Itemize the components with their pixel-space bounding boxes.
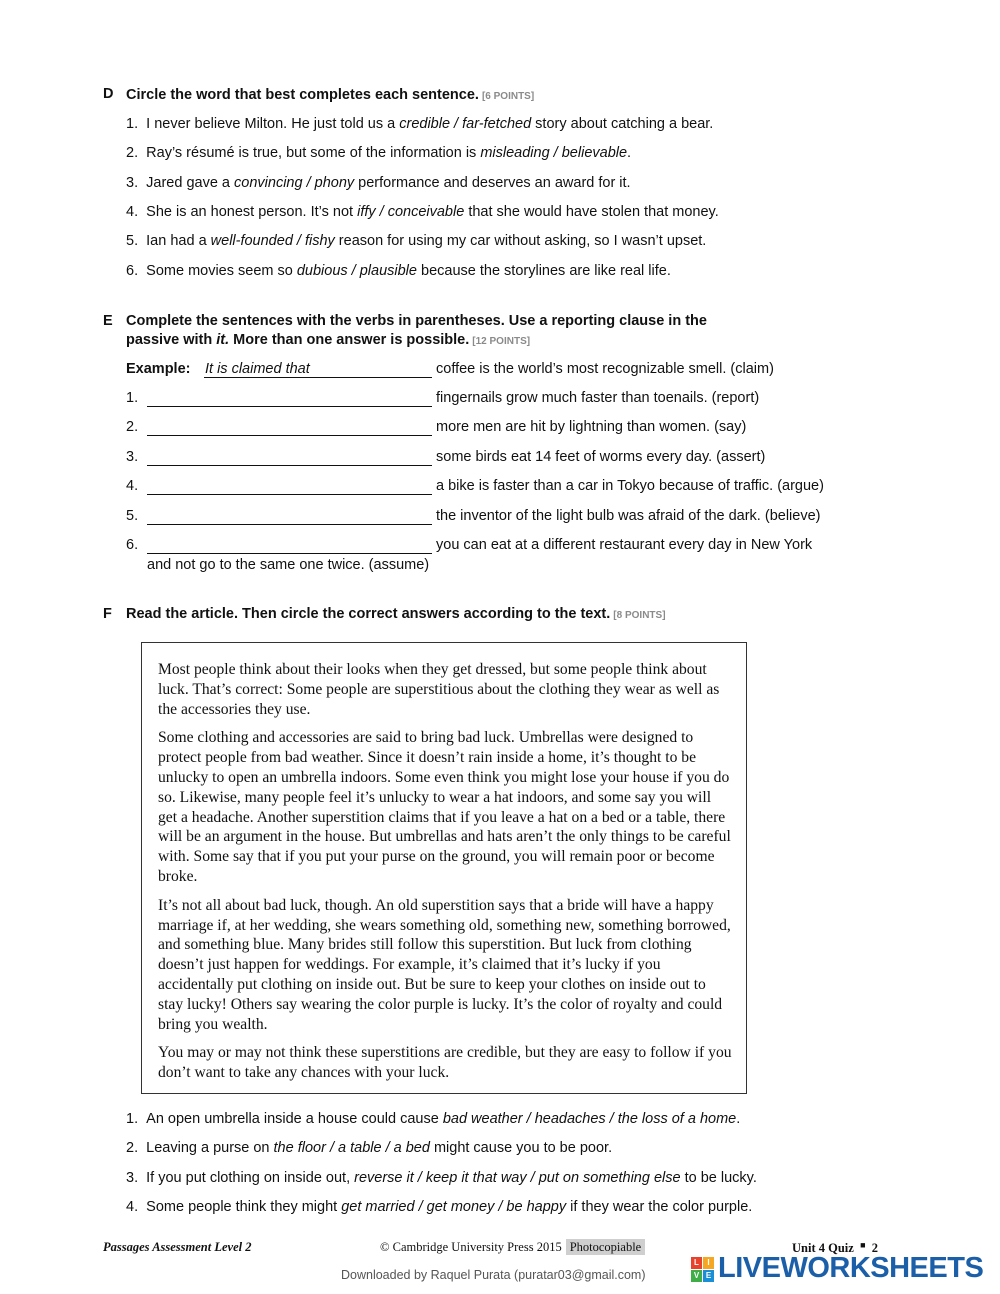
section-f-question-1	[126, 1111, 740, 1127]
liveworksheets-brand[interactable]: LIVEWORKSHEETS	[718, 1252, 984, 1284]
item-number: 1.	[126, 116, 139, 132]
section-e-letter: E	[103, 313, 113, 329]
item-text: to be lucky.	[680, 1170, 757, 1186]
liveworksheets-logo-icon	[691, 1257, 715, 1283]
item-text: because the storylines are like real life.	[416, 263, 671, 279]
item-number: 3.	[126, 1170, 139, 1186]
article-paragraph: Some clothing and accessories are said to bring bad luck. Umbrellas were designed to protect people from bad weather. Since it doesn’t rain inside a home, it’s thought to be unlucky to open an umbrella indoors. Some even think you might lose your house if you do so. Likewise, many people feel it’s unlucky to wear a hat indoors, and some say you will get a headache. Another superstition claims that if you leave a hat on a bed or a table, there will be an argument in the house. But umbrellas and hats aren’t the only things to be careful with. Some say that if you put your purse on the ground, you will remain poor or become broke.	[158, 729, 731, 885]
answer-blank-4[interactable]	[147, 494, 432, 495]
footer-copyright	[380, 1240, 645, 1255]
item-number: 6.	[126, 263, 139, 279]
section-d-heading	[126, 85, 534, 107]
item-number: 2.	[126, 145, 139, 161]
section-e-heading-line1: Complete the sentences with the verbs in parentheses. Use a reporting clause in the	[126, 313, 707, 329]
item-text: Ian had a	[146, 233, 211, 249]
section-e-points: [12 POINTS]	[472, 336, 531, 347]
section-d-item-5	[126, 233, 706, 249]
logo-block-icon: L	[691, 1257, 702, 1269]
section-d-letter: D	[103, 86, 114, 102]
example-blank-line	[204, 377, 432, 378]
word-choice[interactable]: credible / far-fetched	[399, 116, 532, 132]
logo-block-icon: E	[703, 1270, 714, 1282]
section-e-item-text: a bike is faster than a car in Tokyo because of traffic. (argue)	[436, 478, 824, 494]
section-d-item-6	[126, 263, 671, 279]
section-e-item-number: 3.	[126, 449, 139, 465]
section-f-letter: F	[103, 606, 112, 622]
item-text: Some people think they might	[146, 1199, 342, 1215]
section-d-item-1	[126, 116, 713, 132]
answer-choice[interactable]: the floor / a table / a bed	[273, 1140, 430, 1156]
section-f-heading	[126, 604, 666, 626]
item-number: 2.	[126, 1140, 139, 1156]
item-number: 3.	[126, 175, 139, 191]
section-e-item-text: some birds eat 14 feet of worms every day. (assert)	[436, 449, 766, 465]
section-d-item-2	[126, 145, 631, 161]
item-text: Leaving a purse on	[146, 1140, 274, 1156]
item-number: 4.	[126, 204, 139, 220]
download-attribution: Downloaded by Raquel Purata (puratar03@gmail.com)	[341, 1268, 646, 1282]
section-f-points: [8 POINTS]	[613, 610, 666, 621]
article-paragraph: It’s not all about bad luck, though. An old superstition says that a bride will have a happy marriage if, at her wedding, she wears something old, something new, something borrowed, and something blue. Many brides still follow this superstition. But luck from clothing doesn’t just happen for weddings. For example, it’s claimed that it’s lucky if you accidentally put clothing on inside out. But be sure to keep your clothes on inside out to stay lucky! Others say wearing the color purple is lucky. It’s the color of royalty and could bring you wealth.	[158, 896, 731, 1033]
answer-blank-5[interactable]	[147, 524, 432, 525]
answer-blank-2[interactable]	[147, 435, 432, 436]
item-text: .	[736, 1111, 741, 1127]
answer-choice[interactable]: bad weather / headaches / the loss of a home	[442, 1111, 737, 1127]
example-sentence: coffee is the world’s most recognizable smell. (claim)	[436, 361, 774, 377]
item-number: 5.	[126, 233, 139, 249]
section-e-item-number: 1.	[126, 390, 139, 406]
item-text: .	[627, 145, 632, 161]
section-e-item-number: 6.	[126, 537, 139, 553]
footer-book-title: Passages Assessment Level 2	[103, 1240, 252, 1254]
section-f-question-3	[126, 1170, 757, 1186]
example-answer: It is claimed that	[205, 361, 310, 377]
section-e-item-6-continuation: and not go to the same one twice. (assume)	[147, 557, 430, 573]
section-d-heading-text: Circle the word that best completes each sentence.	[126, 87, 479, 103]
item-text: She is an honest person. It’s not	[146, 204, 358, 220]
section-e-item-text: the inventor of the light bulb was afraid of the dark. (believe)	[436, 508, 821, 524]
item-number: 1.	[126, 1111, 139, 1127]
word-choice[interactable]: well-founded / fishy	[210, 233, 335, 249]
answer-choice[interactable]: get married / get money / be happy	[341, 1199, 567, 1215]
bullet-icon: ■	[860, 1240, 866, 1250]
example-label: Example:	[126, 361, 191, 377]
article-box	[141, 642, 747, 1094]
unit-label: Unit 4 Quiz	[792, 1241, 854, 1255]
item-text: story about catching a bear.	[531, 116, 714, 132]
section-d-item-4	[126, 204, 719, 220]
item-text: might cause you to be poor.	[429, 1140, 613, 1156]
section-d-item-3	[126, 175, 631, 191]
answer-blank-3[interactable]	[147, 465, 432, 466]
item-text: Jared gave a	[146, 175, 235, 191]
item-text: I never believe Milton. He just told us a	[146, 116, 400, 132]
heading-text: passive with	[126, 332, 217, 348]
section-f-heading-text: Read the article. Then circle the correct answers according to the text.	[126, 606, 611, 622]
word-choice[interactable]: misleading / believable	[480, 145, 628, 161]
section-e-item-number: 2.	[126, 419, 139, 435]
answer-choice[interactable]: reverse it / keep it that way / put on something else	[354, 1170, 681, 1186]
item-text: Ray’s résumé is true, but some of the information is	[146, 145, 481, 161]
page-number: 2	[871, 1241, 878, 1255]
section-e-heading-line2	[126, 330, 530, 352]
item-text: An open umbrella inside a house could cause	[146, 1111, 443, 1127]
answer-blank-6[interactable]	[147, 553, 432, 554]
item-text: performance and deserves an award for it.	[354, 175, 631, 191]
section-e-item-text: you can eat at a different restaurant every day in New York	[436, 537, 813, 553]
item-text: if they wear the color purple.	[566, 1199, 753, 1215]
word-choice[interactable]: convincing / phony	[234, 175, 355, 191]
photocopiable-badge: Photocopiable	[566, 1239, 646, 1255]
item-text: If you put clothing on inside out,	[146, 1170, 355, 1186]
section-f-question-2	[126, 1140, 612, 1156]
answer-blank-1[interactable]	[147, 406, 432, 407]
item-number: 4.	[126, 1199, 139, 1215]
heading-text: More than one answer is possible.	[229, 332, 470, 348]
copyright-text: © Cambridge University Press 2015	[380, 1240, 562, 1254]
article-paragraph: Most people think about their looks when they get dressed, but some people think about luck. That’s correct: Some people are superstitious about the clothing they wear as well as the accessories they use.	[158, 661, 720, 718]
word-choice[interactable]: iffy / conceivable	[357, 204, 465, 220]
item-text: Some movies seem so	[146, 263, 297, 279]
heading-italic: it.	[216, 332, 230, 348]
section-e-item-text: fingernails grow much faster than toenails. (report)	[436, 390, 760, 406]
word-choice[interactable]: dubious / plausible	[296, 263, 417, 279]
section-e-item-number: 4.	[126, 478, 139, 494]
section-f-question-4	[126, 1199, 752, 1215]
item-text: reason for using my car without asking, so I wasn’t upset.	[334, 233, 707, 249]
item-text: that she would have stolen that money.	[464, 204, 719, 220]
section-e-item-text: more men are hit by lightning than women. (say)	[436, 419, 747, 435]
logo-block-icon: V	[691, 1270, 702, 1282]
article-paragraph: You may or may not think these superstitions are credible, but they are easy to follow if you don’t want to take any chances with your luck.	[158, 1044, 732, 1082]
section-d-points: [6 POINTS]	[481, 91, 535, 102]
section-e-item-number: 5.	[126, 508, 139, 524]
logo-block-icon: I	[703, 1257, 714, 1269]
